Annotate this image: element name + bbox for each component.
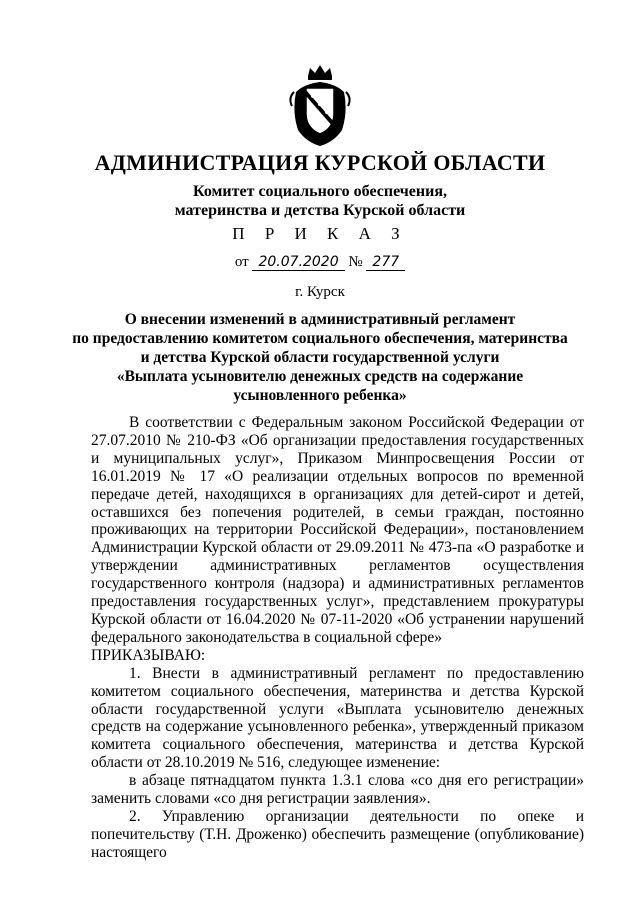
body-paragraph: 2. Управлению организации деятельности по опеке и попечительству (Т.Н. Дроженко) обеспечить размещение (опубликование) настоящего: [91, 807, 584, 861]
committee-name: [60, 182, 580, 220]
body-paragraph: в абзаце пятнадцатом пункта 1.3.1 слова «со дня его регистрации» заменить словами «со дня регистрации заявления».: [91, 772, 584, 808]
order-number: 277: [366, 254, 405, 271]
coat-of-arms-icon: [286, 62, 354, 148]
city: г. Курск: [295, 284, 345, 300]
document-body: [91, 414, 584, 862]
number-prefix: №: [348, 254, 363, 270]
subject-line: по предоставлению комитетом социального обеспечения, материнства: [72, 330, 568, 347]
subject-line: О внесении изменений в административный регламент: [124, 311, 516, 328]
order-keyword: ПРИКАЗЫВАЮ:: [91, 646, 206, 664]
date-number-line: [60, 254, 580, 271]
subject-line: усыновленного ребенка»: [233, 387, 407, 404]
committee-line: материнства и детства Курской области: [174, 202, 466, 219]
document-subject: [60, 310, 580, 405]
subject-line: «Выплата усыновителю денежных средств на содержание: [116, 368, 524, 385]
subject-line: и детства Курской области государственной услуги: [140, 349, 500, 366]
committee-line: Комитет социального обеспечения,: [193, 183, 447, 200]
order-date: 20.07.2020: [252, 254, 344, 271]
body-paragraph: 1. Внести в административный регламент по предоставлению комитетом социального обеспечения, материнства и детства Курской области государственной услуги «Выплата усыновителю денежных средств на содержание усыновленного ребенка», утвержденный приказом комитета социального обеспечения, материнства и детства Курской области от 28.10.2019 № 516, следующее изменение:: [91, 664, 584, 772]
document-type: П Р И К А З: [232, 224, 408, 243]
organization-title: АДМИНИСТРАЦИЯ КУРСКОЙ ОБЛАСТИ: [94, 150, 546, 175]
date-prefix: от: [234, 254, 249, 270]
body-paragraph: В соответствии с Федеральным законом Российской Федерации от 27.07.2010 № 210-ФЗ «Об организации предоставления государственных и муниципальных услуг», Приказом Минпросвещения России от 16.01.2019 № 17 «О реализации отдельных вопросов по временной передаче детей, находящихся в организациях для детей-сирот и детей, оставшихся без попечения родителей, в семьи граждан, постоянно проживающих на территории Российской Федерации», постановлением Администрации Курской области от 29.09.2011 № 473-па «О разработке и утверждении административных регламентов осуществления государственного контроля (надзора) и административных регламентов предоставления государственных услуг», представлением прокуратуры Курской области от 16.04.2020 № 07-11-2020 «Об устранении нарушений федерального законодательства в социальной сфере»: [91, 414, 584, 646]
